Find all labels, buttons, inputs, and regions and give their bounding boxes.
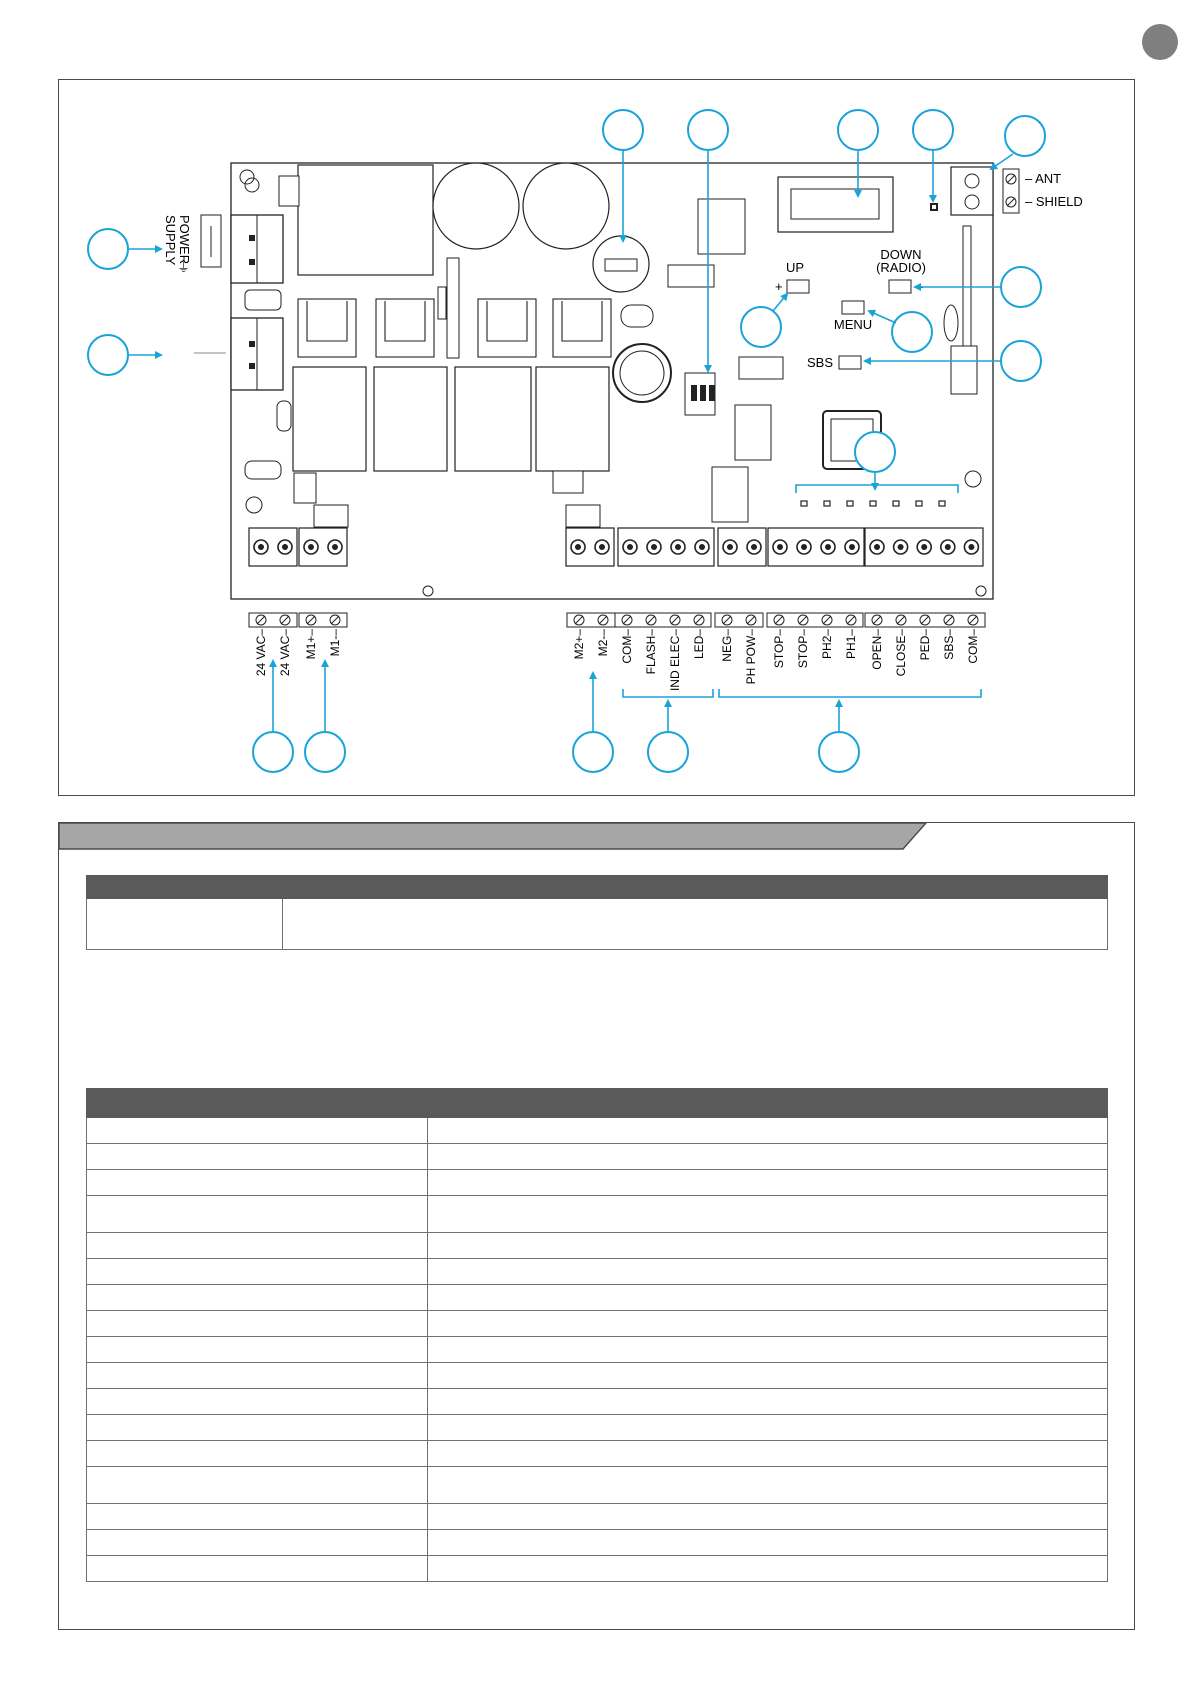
pcb-terminal-block xyxy=(299,528,347,566)
ic-chip-2 xyxy=(739,357,783,379)
ic-chip-1 xyxy=(668,265,714,287)
wiring-diagram-frame xyxy=(58,79,1135,796)
terminal-label: CLOSE– xyxy=(894,629,908,677)
table-cell xyxy=(87,899,283,950)
terminal-label: IND ELEC– xyxy=(668,629,682,692)
pcb-terminal-block xyxy=(566,528,614,566)
control-board-diagram xyxy=(1,1,1191,801)
terminal-label: PH1– xyxy=(844,629,858,660)
terminal-label: PH POW– xyxy=(744,629,758,685)
terminal-label: STOP– xyxy=(772,629,786,669)
radio-label: (RADIO) xyxy=(876,260,926,275)
table-row xyxy=(87,1144,1108,1170)
svg-text:⏚: ⏚ xyxy=(177,260,191,275)
table-header-cell xyxy=(87,1089,428,1118)
sbs-button xyxy=(839,356,861,369)
table-cell xyxy=(283,899,1108,950)
terminal-label: PED– xyxy=(918,629,932,661)
up-button xyxy=(787,280,809,293)
sbs-button-label: SBS xyxy=(807,355,834,370)
external-terminal-strip xyxy=(249,613,985,691)
terminal-label: NEG– xyxy=(720,629,734,662)
table-row xyxy=(87,1259,1108,1285)
table-row xyxy=(87,1441,1108,1467)
pcb-terminal-block xyxy=(249,528,297,566)
ic-block xyxy=(698,199,745,254)
down-button-label: DOWN xyxy=(880,247,922,262)
terminal-description-table xyxy=(86,1088,1108,1582)
terminal-label: M2+– xyxy=(572,629,586,660)
terminal-label: 24 VAC– xyxy=(254,629,268,677)
terminal-label: COM– xyxy=(620,629,634,664)
power-supply-label: POWER xyxy=(177,215,192,265)
plus-sign: + xyxy=(775,279,783,294)
table-row xyxy=(87,1170,1108,1196)
down-button xyxy=(889,280,911,293)
minus-sign: - xyxy=(919,279,924,294)
terminal-label: FLASH– xyxy=(644,629,658,675)
ant-label: – ANT xyxy=(1025,171,1062,186)
table-row xyxy=(87,1415,1108,1441)
terminal-label: PH2– xyxy=(820,629,834,660)
table-header-cell xyxy=(428,1089,1108,1118)
table-row xyxy=(87,1363,1108,1389)
table-header-cell xyxy=(87,876,283,899)
section-header-tab xyxy=(58,822,958,852)
table-row xyxy=(87,1233,1108,1259)
table-row xyxy=(87,1285,1108,1311)
info-table xyxy=(86,875,1108,950)
terminal-label: STOP– xyxy=(796,629,810,669)
terminal-label: COM– xyxy=(966,629,980,664)
shield-label: – SHIELD xyxy=(1025,194,1083,209)
terminal-label: M2-– xyxy=(596,629,610,657)
table-header-cell xyxy=(283,876,1108,899)
terminal-label: LED– xyxy=(692,629,706,660)
capacitor-1 xyxy=(433,163,519,249)
table-row xyxy=(87,1504,1108,1530)
table-row xyxy=(87,1118,1108,1144)
terminal-label: OPEN– xyxy=(870,629,884,670)
terminal-label: M1+– xyxy=(304,629,318,660)
svg-text:SUPPLY: SUPPLY xyxy=(163,215,178,266)
terminal-label: M1-– xyxy=(328,629,342,657)
table-row xyxy=(87,1556,1108,1582)
transformer xyxy=(298,165,433,275)
terminal-label: SBS– xyxy=(942,629,956,660)
table-row xyxy=(87,1389,1108,1415)
capacitor-2 xyxy=(523,163,609,249)
pcb-terminal-block xyxy=(718,528,766,566)
table-row xyxy=(87,1196,1108,1233)
menu-button xyxy=(842,301,864,314)
table-row xyxy=(87,1530,1108,1556)
table-row xyxy=(87,1337,1108,1363)
terminal-label: 24 VAC– xyxy=(278,629,292,677)
menu-button-label: MENU xyxy=(833,317,873,332)
up-button-label: UP xyxy=(785,260,805,275)
table-row xyxy=(87,1467,1108,1504)
table-row xyxy=(87,1311,1108,1337)
fuse-holder xyxy=(593,236,649,292)
